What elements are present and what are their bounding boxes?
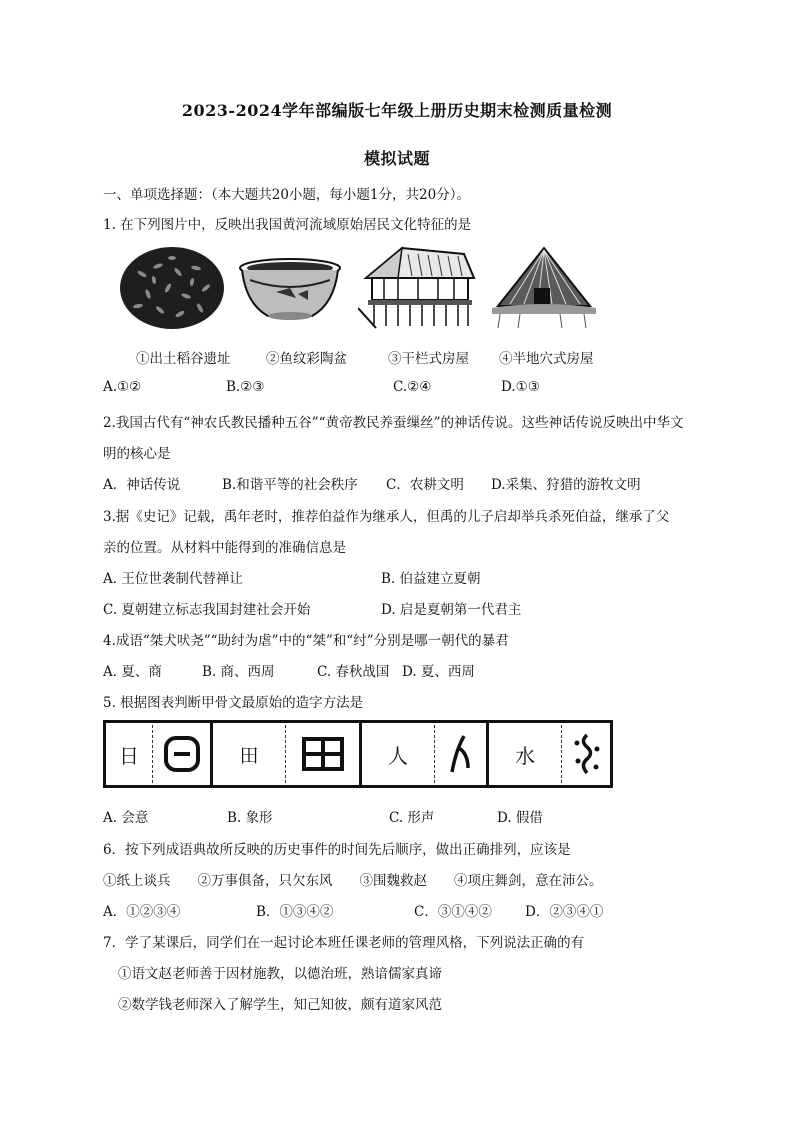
q6-option-a: A．①②③④ [103, 904, 181, 920]
q3-option-c: C. 夏朝建立标志我国封建社会开始 [103, 602, 311, 618]
question-2-stem-line1: 2.我国古代有“神农氏教民播种五谷”“黄帝教民养蚕缫丝”的神话传说。这些神话传说反映出中华文 [103, 415, 684, 431]
q2-option-a: A．神话传说 [103, 477, 181, 493]
question-5-stem: 5. 根据图表判断甲骨文最原始的造字方法是 [103, 695, 364, 711]
question-7-stem: 7．学了某课后，同学们在一起讨论本班任课老师的管理风格，下列说法正确的有 [103, 935, 585, 951]
caption-stilt-house: ③干栏式房屋 [388, 351, 469, 367]
q5-option-a: A. 会意 [103, 810, 149, 826]
q6-option-b: B．①③④② [256, 904, 334, 920]
oracle-glyph-person [436, 723, 486, 785]
question-1-stem: 1. 在下列图片中，反映出我国黄河流域原始居民文化特征的是 [103, 217, 472, 233]
q2-option-c: C．农耕文明 [386, 477, 464, 493]
exam-subtitle: 模拟试题 [363, 149, 430, 168]
q2-option-b: B.和谐平等的社会秩序 [222, 477, 358, 493]
oracle-glyph-sun [154, 723, 210, 785]
caption-rice-site: ①出土稻谷遗址 [136, 351, 231, 367]
q5-option-b: B. 象形 [227, 810, 273, 826]
q6-option-d: D．②③④① [525, 904, 604, 920]
q3-option-b: B. 伯益建立夏朝 [381, 571, 481, 587]
glyph-modern-sun: 日 [119, 743, 139, 768]
question-1-images [118, 244, 598, 332]
q4-option-c: C. 春秋战国 [317, 664, 390, 680]
caption-semi-subterranean-house: ④半地穴式房屋 [499, 351, 594, 367]
q4-option-b: B. 商、西周 [202, 664, 275, 680]
oracle-bone-glyph-table [103, 720, 613, 788]
oracle-glyph-field [287, 723, 359, 785]
q1-option-d: D.①③ [501, 379, 540, 395]
question-3-stem-line1: 3.据《史记》记载，禹年老时，推荐伯益作为继承人，但禹的儿子启却举兵杀死伯益，继承了父 [103, 509, 670, 525]
question-6-items: ①纸上谈兵 ②万事俱备，只欠东风 ③围魏救赵 ④项庄舞剑，意在沛公。 [103, 873, 603, 889]
q4-option-a: A. 夏、商 [103, 664, 162, 680]
q1-option-c: C.②④ [393, 379, 432, 395]
question-4-stem: 4.成语“桀犬吠尧”“助纣为虐”中的“桀”和“纣”分别是哪一朝代的暴君 [103, 633, 509, 649]
glyph-modern-water: 水 [515, 743, 535, 768]
q3-option-d: D. 启是夏朝第一代君主 [381, 602, 522, 618]
glyph-modern-field: 田 [239, 744, 259, 767]
semi-subterranean-house-image [490, 244, 598, 332]
question-6-stem: 6．按下列成语典故所反映的历史事件的时间先后顺序，做出正确排列，应该是 [103, 842, 571, 858]
fish-pattern-pottery-basin-image [236, 244, 344, 332]
q3-option-a: A. 王位世袭制代替禅让 [103, 571, 243, 587]
q5-option-c: C. 形声 [389, 810, 435, 826]
exam-title: 2023-2024学年部编版七年级上册历史期末检测质量检测 [181, 101, 613, 120]
glyph-modern-person: 人 [388, 743, 408, 768]
q6-option-c: C．③①④② [414, 904, 492, 920]
section-heading: 一、单项选择题：（本大题共20小题，每小题1分，共20分）。 [103, 187, 470, 203]
q1-option-b: B.②③ [226, 379, 265, 395]
stilt-house-image [358, 244, 478, 332]
question-7-item-1: ①语文赵老师善于因材施教，以德治班，熟谙儒家真谛 [118, 966, 442, 982]
rice-grain-site-image [118, 244, 226, 332]
q4-option-d: D. 夏、西周 [402, 664, 475, 680]
question-2-stem-line2: 明的核心是 [103, 446, 171, 462]
oracle-glyph-water [563, 723, 610, 785]
question-3-stem-line2: 亲的位置。从材料中能得到的准确信息是 [103, 540, 346, 556]
q2-option-d: D.采集、狩猎的游牧文明 [491, 477, 641, 493]
q1-option-a: A.①② [103, 379, 142, 395]
question-7-item-2: ②数学钱老师深入了解学生，知己知彼，颇有道家风范 [118, 997, 442, 1013]
caption-pottery: ②鱼纹彩陶盆 [266, 351, 347, 367]
q5-option-d: D. 假借 [497, 810, 543, 826]
